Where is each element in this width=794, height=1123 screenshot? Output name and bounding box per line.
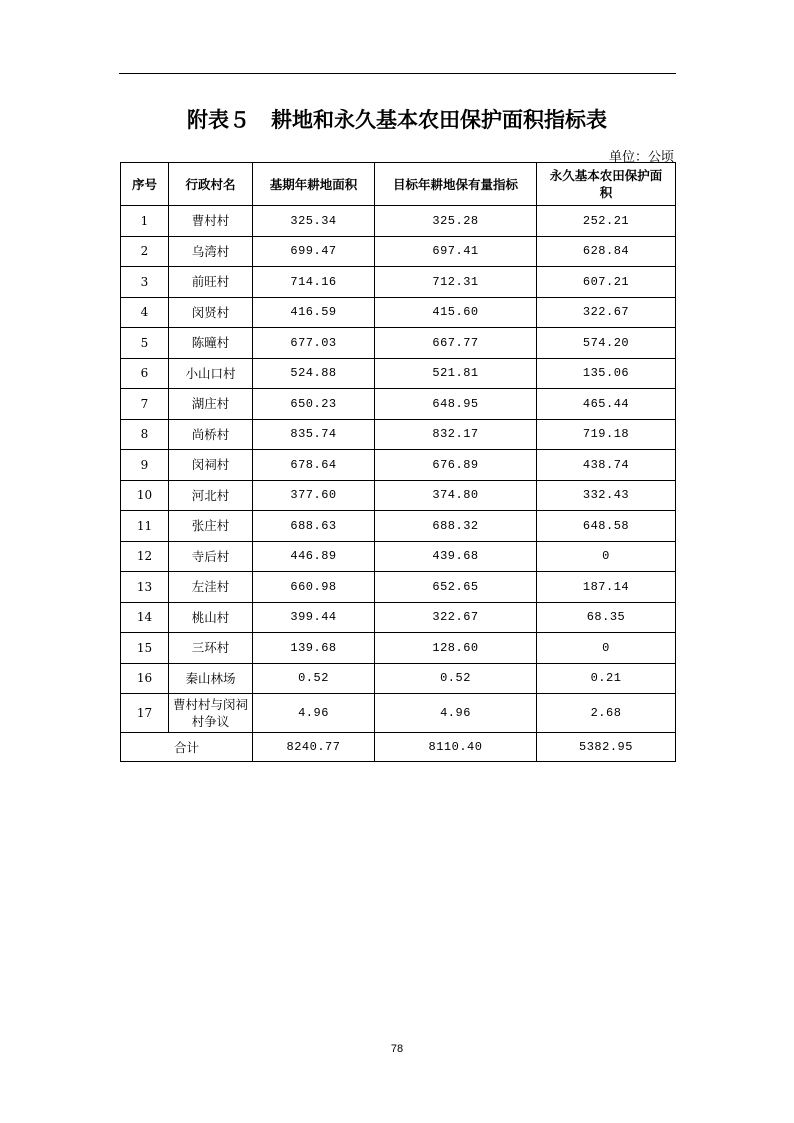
cell-base-area: 399.44	[253, 602, 375, 633]
farmland-index-table	[120, 162, 676, 762]
cell-protected-area: 0.21	[537, 663, 676, 694]
header-protected-area: 永久基本农田保护面积	[537, 163, 676, 206]
table-title: 附表５ 耕地和永久基本农田保护面积指标表	[187, 108, 607, 132]
cell-village: 前旺村	[169, 267, 253, 298]
cell-base-area: 325.34	[253, 206, 375, 237]
cell-base-area: 677.03	[253, 328, 375, 359]
cell-base-area: 835.74	[253, 419, 375, 450]
table-row	[121, 694, 676, 733]
cell-serial: 13	[121, 572, 169, 603]
cell-target-area: 374.80	[375, 480, 537, 511]
cell-target-area: 521.81	[375, 358, 537, 389]
cell-village: 曹村村	[169, 206, 253, 237]
cell-target-area: 676.89	[375, 450, 537, 481]
cell-serial: 3	[121, 267, 169, 298]
cell-village: 曹村村与闵祠村争议	[169, 694, 253, 733]
cell-village: 小山口村	[169, 358, 253, 389]
cell-serial: 16	[121, 663, 169, 694]
cell-serial: 14	[121, 602, 169, 633]
table-row	[121, 206, 676, 237]
table-body	[121, 206, 676, 733]
cell-base-area: 524.88	[253, 358, 375, 389]
cell-protected-area: 135.06	[537, 358, 676, 389]
cell-village: 闵贤村	[169, 297, 253, 328]
cell-serial: 7	[121, 389, 169, 420]
cell-serial: 11	[121, 511, 169, 542]
table-row	[121, 450, 676, 481]
cell-serial: 15	[121, 633, 169, 664]
table-row	[121, 633, 676, 664]
cell-base-area: 688.63	[253, 511, 375, 542]
cell-base-area: 446.89	[253, 541, 375, 572]
cell-village: 左洼村	[169, 572, 253, 603]
cell-base-area: 650.23	[253, 389, 375, 420]
header-rule	[119, 73, 676, 74]
cell-protected-area: 465.44	[537, 389, 676, 420]
cell-serial: 5	[121, 328, 169, 359]
cell-target-area: 128.60	[375, 633, 537, 664]
table-row	[121, 572, 676, 603]
cell-target-area: 712.31	[375, 267, 537, 298]
total-protected-area: 5382.95	[537, 733, 676, 762]
cell-base-area: 139.68	[253, 633, 375, 664]
cell-target-area: 325.28	[375, 206, 537, 237]
cell-serial: 2	[121, 236, 169, 267]
cell-target-area: 322.67	[375, 602, 537, 633]
cell-target-area: 697.41	[375, 236, 537, 267]
table-row	[121, 389, 676, 420]
total-target-area: 8110.40	[375, 733, 537, 762]
table-row	[121, 267, 676, 298]
cell-protected-area: 0	[537, 541, 676, 572]
cell-base-area: 714.16	[253, 267, 375, 298]
cell-base-area: 4.96	[253, 694, 375, 733]
cell-village: 乌湾村	[169, 236, 253, 267]
cell-protected-area: 332.43	[537, 480, 676, 511]
cell-protected-area: 628.84	[537, 236, 676, 267]
cell-serial: 1	[121, 206, 169, 237]
cell-village: 尚桥村	[169, 419, 253, 450]
cell-target-area: 439.68	[375, 541, 537, 572]
cell-protected-area: 719.18	[537, 419, 676, 450]
cell-protected-area: 0	[537, 633, 676, 664]
cell-protected-area: 322.67	[537, 297, 676, 328]
table-row	[121, 480, 676, 511]
header-target-area: 目标年耕地保有量指标	[375, 163, 537, 206]
cell-target-area: 652.65	[375, 572, 537, 603]
cell-target-area: 0.52	[375, 663, 537, 694]
cell-protected-area: 574.20	[537, 328, 676, 359]
cell-village: 桃山村	[169, 602, 253, 633]
cell-target-area: 4.96	[375, 694, 537, 733]
table-row	[121, 663, 676, 694]
cell-protected-area: 648.58	[537, 511, 676, 542]
table-row	[121, 541, 676, 572]
cell-base-area: 0.52	[253, 663, 375, 694]
cell-village: 三环村	[169, 633, 253, 664]
cell-protected-area: 2.68	[537, 694, 676, 733]
cell-protected-area: 607.21	[537, 267, 676, 298]
header-base-area: 基期年耕地面积	[253, 163, 375, 206]
cell-target-area: 688.32	[375, 511, 537, 542]
cell-protected-area: 68.35	[537, 602, 676, 633]
cell-target-area: 648.95	[375, 389, 537, 420]
cell-target-area: 667.77	[375, 328, 537, 359]
cell-village: 闵祠村	[169, 450, 253, 481]
cell-base-area: 377.60	[253, 480, 375, 511]
table-row	[121, 419, 676, 450]
total-label: 合计	[121, 733, 253, 762]
cell-protected-area: 252.21	[537, 206, 676, 237]
cell-serial: 17	[121, 694, 169, 733]
cell-target-area: 415.60	[375, 297, 537, 328]
table-row	[121, 358, 676, 389]
cell-base-area: 660.98	[253, 572, 375, 603]
table-row	[121, 328, 676, 359]
total-base-area: 8240.77	[253, 733, 375, 762]
table-header-row	[121, 163, 676, 206]
table-row	[121, 297, 676, 328]
cell-serial: 4	[121, 297, 169, 328]
header-serial: 序号	[121, 163, 169, 206]
cell-base-area: 678.64	[253, 450, 375, 481]
cell-serial: 6	[121, 358, 169, 389]
table-row	[121, 602, 676, 633]
cell-village: 寺后村	[169, 541, 253, 572]
cell-village: 湖庄村	[169, 389, 253, 420]
unit-label: 单位：公顷	[608, 150, 674, 165]
table-row	[121, 236, 676, 267]
cell-serial: 12	[121, 541, 169, 572]
cell-protected-area: 187.14	[537, 572, 676, 603]
cell-serial: 8	[121, 419, 169, 450]
cell-serial: 9	[121, 450, 169, 481]
cell-base-area: 699.47	[253, 236, 375, 267]
cell-serial: 10	[121, 480, 169, 511]
cell-village: 秦山林场	[169, 663, 253, 694]
table-row	[121, 511, 676, 542]
cell-village: 陈曈村	[169, 328, 253, 359]
header-village: 行政村名	[169, 163, 253, 206]
cell-village: 河北村	[169, 480, 253, 511]
cell-protected-area: 438.74	[537, 450, 676, 481]
total-row	[121, 733, 676, 762]
cell-target-area: 832.17	[375, 419, 537, 450]
cell-village: 张庄村	[169, 511, 253, 542]
cell-base-area: 416.59	[253, 297, 375, 328]
page-number: 78	[390, 1043, 404, 1055]
